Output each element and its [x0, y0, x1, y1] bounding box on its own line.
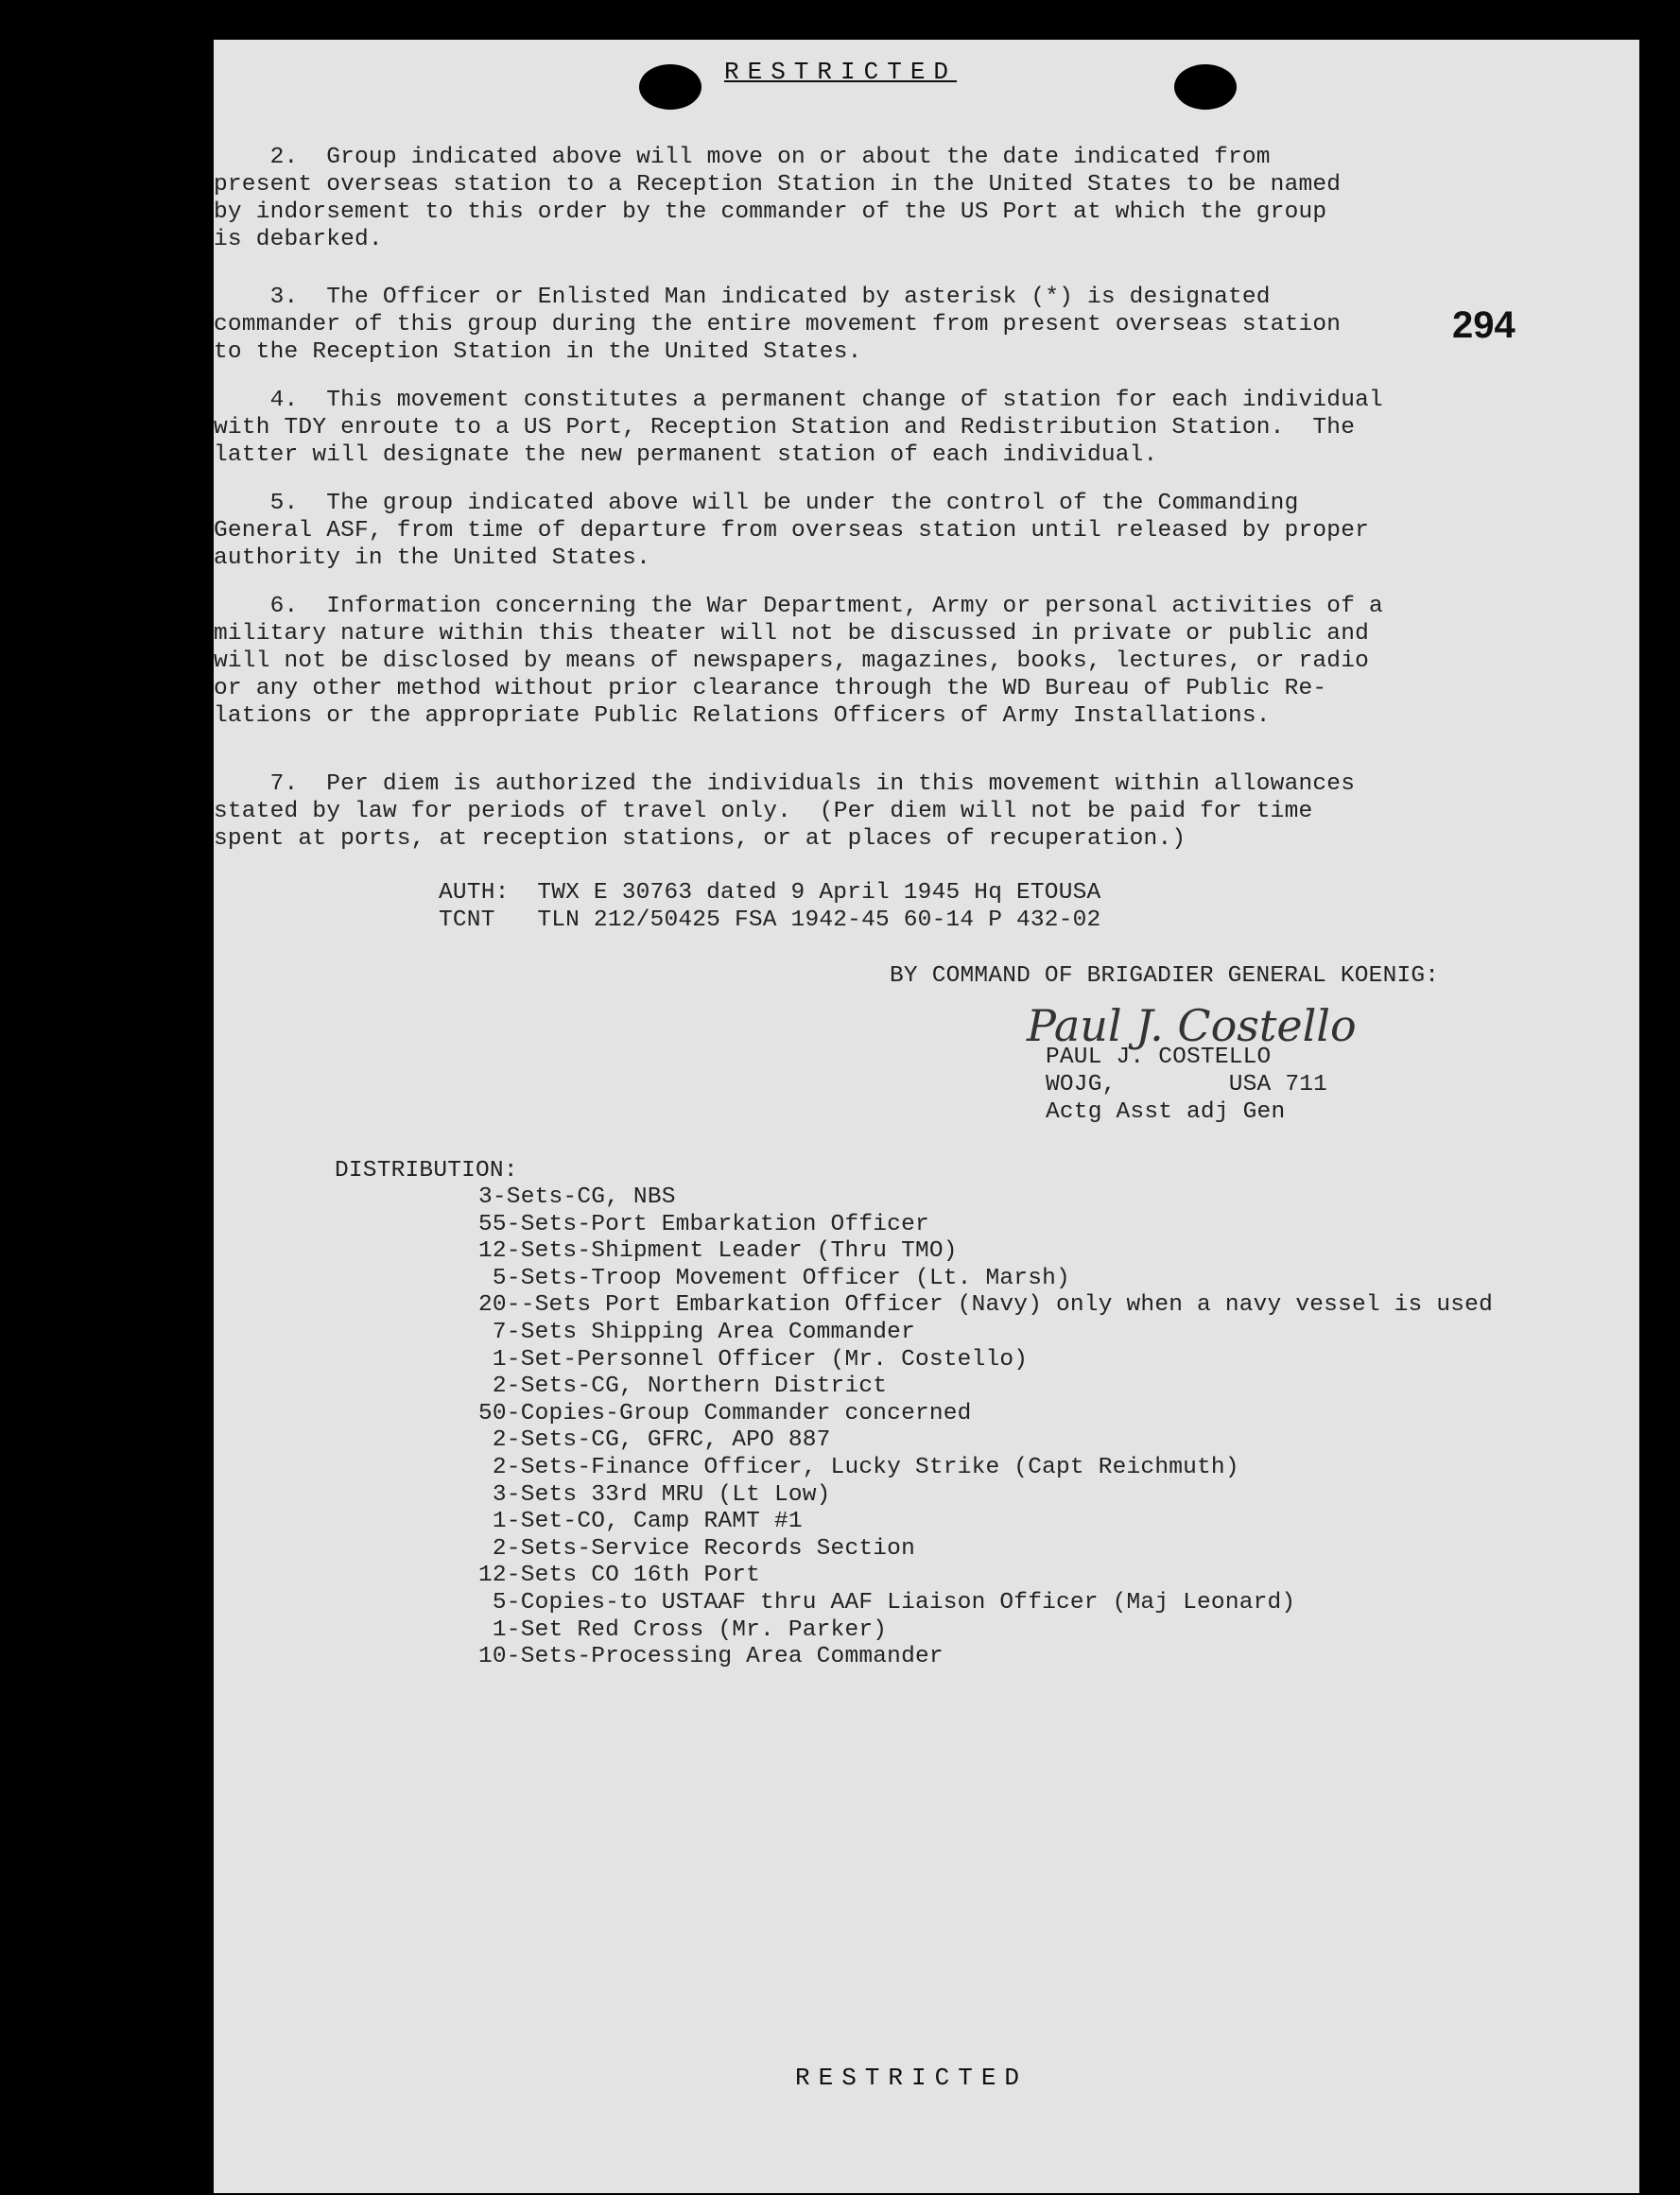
- paragraph-2-line: present overseas station to a Reception Station in the United States to be named: [214, 172, 1342, 198]
- distribution-item: 55-Sets-Port Embarkation Officer: [478, 1211, 929, 1237]
- distribution-item: 2-Sets-CG, Northern District: [478, 1374, 888, 1400]
- paragraph-5-line: General ASF, from time of departure from overseas station until released by proper: [214, 518, 1369, 544]
- document-page: [214, 40, 1639, 2193]
- distribution-item: 3-Sets 33rd MRU (Lt Low): [478, 1481, 831, 1508]
- paragraph-5-line: authority in the United States.: [214, 545, 650, 571]
- tcnt-line: TCNT TLN 212/50425 FSA 1942-45 60-14 P 432-02: [439, 907, 1101, 933]
- paragraph-6-line: or any other method without prior clearance through the WD Bureau of Public Re-: [214, 676, 1327, 701]
- distribution-item: 2-Sets-CG, GFRC, APO 887: [478, 1427, 831, 1454]
- paragraph-6-line: will not be disclosed by means of newspapers, magazines, books, lectures, or radio: [214, 648, 1369, 674]
- distribution-item: 20--Sets Port Embarkation Officer (Navy) only when a navy vessel is used: [478, 1292, 1493, 1319]
- punch-hole-left: [639, 64, 701, 110]
- paragraph-2-line: by indorsement to this order by the commander of the US Port at which the group: [214, 199, 1327, 225]
- distribution-item: 5-Copies-to USTAAF thru AAF Liaison Officer (Maj Leonard): [478, 1590, 1296, 1616]
- distribution-item: 10-Sets-Processing Area Commander: [478, 1644, 944, 1670]
- paragraph-2-line: is debarked.: [214, 227, 383, 252]
- distribution-item: 5-Sets-Troop Movement Officer (Lt. Marsh): [478, 1265, 1070, 1291]
- distribution-item: 1-Set Red Cross (Mr. Parker): [478, 1616, 888, 1643]
- paragraph-4-line: 4. This movement constitutes a permanent change of station for each individual: [214, 388, 1383, 413]
- paragraph-7-line: 7. Per diem is authorized the individuals in this movement within allowances: [214, 771, 1356, 797]
- paragraph-6-line: military nature within this theater will not be discussed in private or public and: [214, 621, 1369, 647]
- paragraph-4-line: latter will designate the new permanent station of each individual.: [214, 442, 1158, 468]
- paragraph-4-line: with TDY enroute to a US Port, Reception Station and Redistribution Station. The: [214, 415, 1356, 441]
- distribution-item: 3-Sets-CG, NBS: [478, 1184, 676, 1210]
- distribution-item: 50-Copies-Group Commander concerned: [478, 1400, 972, 1426]
- paragraph-7-line: stated by law for periods of travel only. (Per diem will not be paid for time: [214, 799, 1313, 824]
- auth-line: AUTH: TWX E 30763 dated 9 April 1945 Hq ETOUSA: [439, 880, 1101, 906]
- distribution-item: 2-Sets-Service Records Section: [478, 1535, 915, 1562]
- signature-name: PAUL J. COSTELLO: [1046, 1045, 1272, 1070]
- punch-hole-right: [1174, 64, 1237, 110]
- distribution-item: 2-Sets-Finance Officer, Lucky Strike (Capt Reichmuth): [478, 1455, 1239, 1480]
- header-restricted: RESTRICTED: [724, 58, 958, 86]
- signature-title: Actg Asst adj Gen: [1046, 1099, 1286, 1125]
- paragraph-2-line: 2. Group indicated above will move on or about the date indicated from: [214, 145, 1271, 170]
- distribution-item: 12-Sets-Shipment Leader (Thru TMO): [478, 1238, 958, 1265]
- paragraph-3-line: 3. The Officer or Enlisted Man indicated by asterisk (*) is designated: [214, 285, 1271, 310]
- paragraph-3-line: to the Reception Station in the United States.: [214, 339, 862, 365]
- handwritten-signature: Paul J. Costello: [1027, 1000, 1357, 1051]
- page-number: 294: [1452, 304, 1515, 346]
- paragraph-7-line: spent at ports, at reception stations, or at places of recuperation.): [214, 826, 1186, 852]
- paragraph-5-line: 5. The group indicated above will be under the control of the Commanding: [214, 491, 1299, 516]
- distribution-title: DISTRIBUTION:: [335, 1158, 518, 1184]
- signature-rank: WOJG, USA 711: [1046, 1072, 1328, 1098]
- distribution-item: 1-Set-CO, Camp RAMT #1: [478, 1509, 803, 1535]
- command-line: BY COMMAND OF BRIGADIER GENERAL KOENIG:: [890, 963, 1440, 989]
- footer-restricted: RESTRICTED: [795, 2064, 1029, 2092]
- distribution-item: 12-Sets CO 16th Port: [478, 1563, 761, 1589]
- paragraph-6-line: lations or the appropriate Public Relations Officers of Army Installations.: [214, 703, 1271, 729]
- distribution-item: 7-Sets Shipping Area Commander: [478, 1320, 915, 1345]
- distribution-item: 1-Set-Personnel Officer (Mr. Costello): [478, 1346, 1029, 1373]
- paragraph-6-line: 6. Information concerning the War Department, Army or personal activities of a: [214, 594, 1383, 619]
- paragraph-3-line: commander of this group during the entire movement from present overseas station: [214, 312, 1342, 337]
